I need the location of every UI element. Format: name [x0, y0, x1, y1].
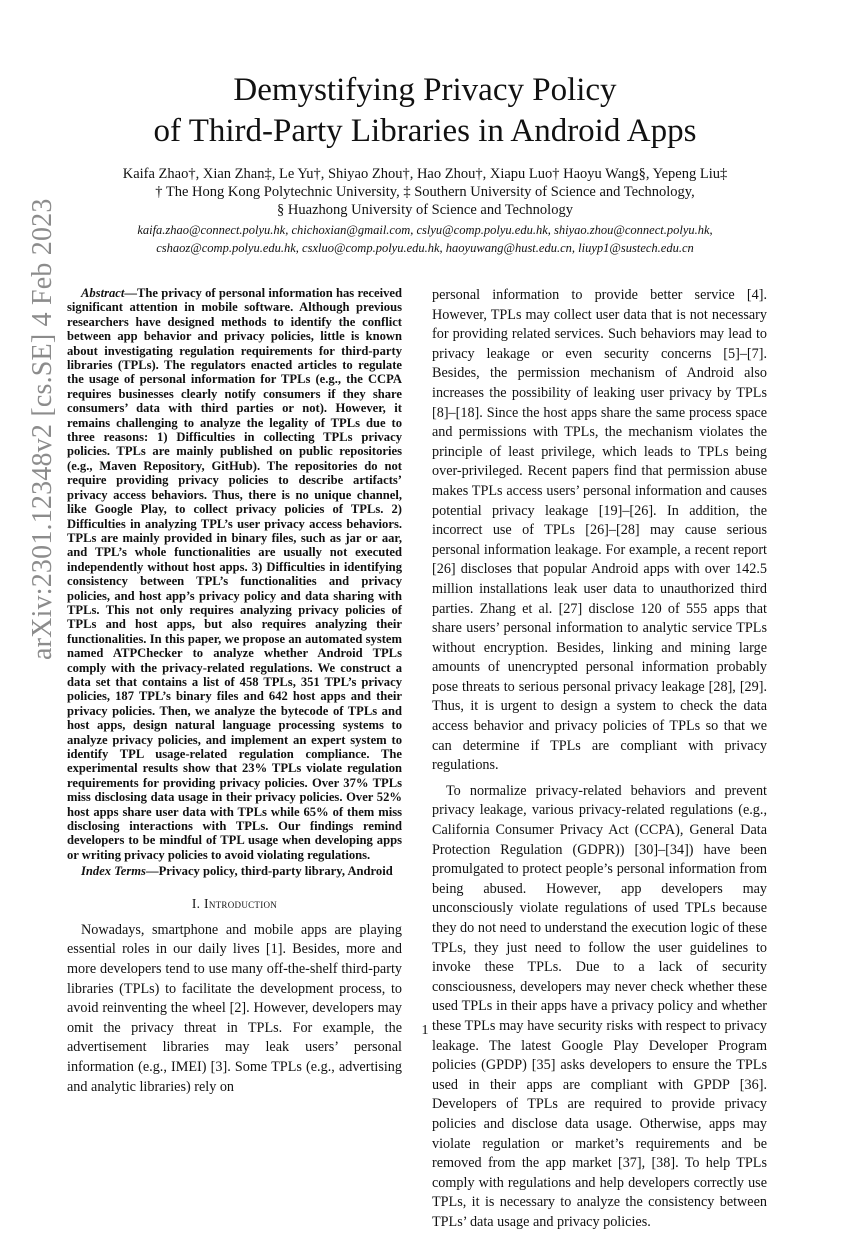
- arxiv-identifier: arXiv:2301.12348v2 [cs.SE] 4 Feb 2023: [27, 198, 58, 660]
- index-terms-text: —Privacy policy, third-party library, Android: [145, 864, 393, 879]
- emails-line-1: kaifa.zhao@connect.polyu.hk, chichoxian@gmail.com, cslyu@comp.polyu.edu.hk, shiyao.zhou@connect.polyu.hk,: [137, 223, 713, 237]
- intro-paragraph-2: personal information to provide better service [4]. However, TPLs may collect user data that is not necessary for providing related services. Such behaviors may lead to privacy leakage or even security concerns [5]–[7]. Besides, the permission mechanism of Android also increases the possibility of leaking user privacy by TPLs [8]–[18]. Since the host apps share the same process space and permissions with TPLs, the mechanism violates the principle of least privilege, which leads to TPLs being over-privileged. Recent papers find that permission abuse makes TPLs access users’ personal information and causes potential privacy leakage [19]–[26]. In addition, the incorrect use of TPLs [26]–[28] may cause serious personal information leakage. For example, a recent report [26] discloses that popular Android apps with over 142.5 million installations leak user data to unauthorized third parties. Zhang et al. [27] disclose 120 of 555 apps that share users’ personal information to analytic service TPLs without encryption. Besides, linking and mining large amounts of unencrypted personal information probably pose threats to serious personal privacy leakage [28], [29]. Thus, it is urgent to design a system to check the data access behavior and privacy policies of TPLs so that we can determine if TPLs are compliant with privacy regulations.: [432, 287, 767, 774]
- emails-line-2: cshaoz@comp.polyu.edu.hk, csxluo@comp.polyu.edu.hk, haoyuwang@hust.edu.cn, liuyp1@sustech.edu.cn: [156, 241, 694, 255]
- index-terms-label: Index Terms: [81, 864, 146, 879]
- abstract-text: —The privacy of personal information has received significant attention in mobile software. Although previous researchers have designed methods to identify the conflict between app behavior and privacy policies, little is known about investigating regulation requirements for third-party libraries (TPLs). The regulators enacted articles to regulate the usage of personal information for TPLs (e.g., the CCPA requires businesses clearly notify consumers if they share consumers’ data with third parties or not). However, it remains challenging to analyze the legality of TPLs due to three reasons: 1) Difficulties in collecting TPLs privacy policies. TPLs are mainly published on public repositories (e.g., Maven Repository, GitHub). The repositories do not require providing privacy policies to describe artifacts’ privacy access behaviors. Thus, there is no unique channel, like Google Play, to collect privacy policies of TPLs. 2) Difficulties in analyzing TPL’s user privacy access behaviors. TPLs are mainly provided in binary files, such as jar or aar, and TPL’s whole functionalities are usually not executed independently without host apps. 3) Difficulties in identifying consistency between TPL’s functionalities and privacy policies, and host app’s privacy policy and data sharing with TPLs. This not only requires analyzing privacy policies of TPLs and host apps, but also requires analyzing their functionalities. In this paper, we propose an automated system named ATPChecker to analyze whether Android TPLs comply with the privacy-related regulations. We construct a data set that contains a list of 458 TPLs, 351 TPL’s privacy policies, 187 TPL’s binary files and 642 host apps and their privacy policies. Then, we analyze the bytecode of TPLs and host apps, design natural language processing systems to analyze privacy policies, and implement an expert system to identify TPL usage-related regulation compliance. The experimental results show that 23% TPLs violate regulation requirements for providing privacy policies. Over 37% TPLs miss disclosing data usage in their privacy policies. Over 52% host apps share user data with TPLs while 65% of them miss disclosing interactions with TPLs. Our findings remind developers to be mindful of TPL usage when developing apps or writing privacy policies to avoid violating regulations.: [67, 286, 402, 862]
- section-heading-introduction: I. Introduction: [191, 895, 278, 911]
- page-number: 1: [421, 1023, 429, 1038]
- title-line-2: of Third-Party Libraries in Android Apps: [153, 113, 697, 149]
- affiliation-line-1: † The Hong Kong Polytechnic University, ‡ Southern University of Science and Technology,: [155, 184, 695, 200]
- abstract: [67, 286, 402, 862]
- author-names: Kaifa Zhao†, Xian Zhan‡, Le Yu†, Shiyao Zhou†, Hao Zhou†, Xiapu Luo† Haoyu Wang§, Yepeng Liu‡: [122, 166, 728, 182]
- intro-paragraph-1: Nowadays, smartphone and mobile apps are playing essential roles in our daily lives [1]. Besides, more and more developers tend to use many off-the-shelf third-party libraries (TPLs) to facilitate the development process, to avoid reinventing the wheel [2]. However, developers may omit the privacy threat in TPLs. For example, the advertisement libraries may leak users’ personal information (e.g., IMEI) [3]. Some TPLs (e.g., advertising and analytic libraries) rely on: [67, 921, 402, 1095]
- title-line-1: Demystifying Privacy Policy: [233, 72, 617, 108]
- left-column: [67, 286, 402, 1097]
- author-emails: [70, 221, 780, 257]
- abstract-label: Abstract: [81, 286, 125, 300]
- author-block: [70, 165, 780, 219]
- paper-title: [100, 70, 750, 152]
- right-column: [432, 286, 767, 1233]
- intro-paragraph-3: To normalize privacy-related behaviors and prevent privacy leakage, various privacy-related regulations (e.g., California Consumer Privacy Act (CCPA), General Data Protection Regulation (GDPR)) [30]–[34]) have been promulgated to protect people’s personal information from being abused. However, app developers may unconsciously violate regulations of used TPLs because they do not need to understand the execution logic of these TPLs, they just need to follow the user guidelines to invoke these TPLs. Due to a lack of security consciousness, developers may never check whether these used TPLs in their apps have a privacy policy and whether these TPLs may have security risks with respect to privacy leakage. The latest Google Play Developer Program policies (GPDP) [35] asks developers to ensure the TPLs used in their apps are compliant with GPDP [36]. Developers of TPLs are required to provide privacy policies and disclose data usage. Otherwise, apps may violate regulation or market’s requirements and be removed from the app market [37], [38]. To help TPLs comply with regulations and help developers correctly use TPLs, it is necessary to analyze the consistency between TPLs’ data usage and privacy policies.: [432, 782, 767, 1230]
- index-terms: [67, 864, 402, 878]
- affiliation-line-2: § Huazhong University of Science and Technology: [277, 202, 573, 218]
